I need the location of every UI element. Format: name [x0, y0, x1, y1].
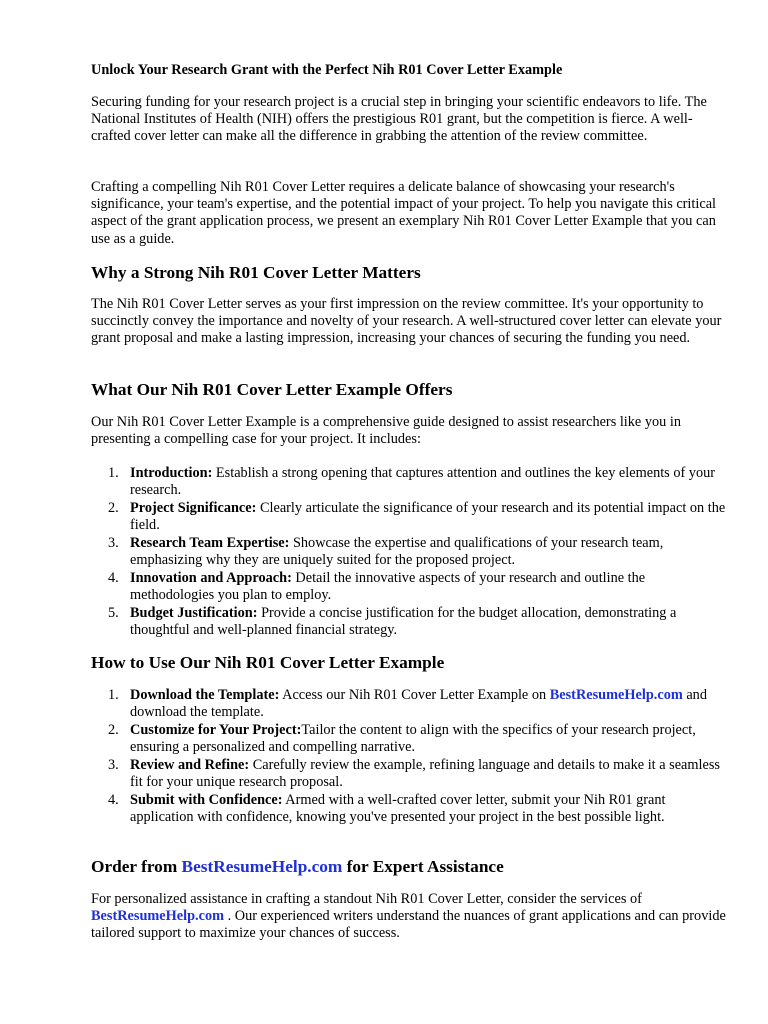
section-heading-how-to-use: How to Use Our Nih R01 Cover Letter Example — [91, 653, 445, 672]
intro-paragraph-2: Crafting a compelling Nih R01 Cover Letter requires a delicate balance of showcasing your research's significance, your team's expertise, and the potential impact of your project. To help you navigate this critical aspect of the grant application process, we present an exemplary Nih R01 Cover Letter Example that you can use as a guide. — [91, 179, 717, 247]
section-heading-order: Order from BestResumeHelp.com for Expert Assistance — [91, 857, 504, 876]
section-heading-why: Why a Strong Nih R01 Cover Letter Matters — [91, 263, 421, 282]
list-item: 3. Research Team Expertise: Showcase the expertise and qualifications of your research team, emphasizing why they are uniquely suited for the proposed project. — [108, 534, 664, 569]
item-label: Review and Refine: — [130, 756, 250, 773]
list-item: 2. Project Significance: Clearly articulate the significance of your research and its potential impact on the field. — [108, 499, 726, 534]
list-item: 2. Customize for Your Project:Tailor the content to align with the specifics of your research project, ensuring a personalized and compelling narrative. — [108, 721, 696, 756]
item-label: Submit with Confidence: — [130, 791, 283, 808]
why-paragraph: The Nih R01 Cover Letter serves as your first impression on the review committee. It's your opportunity to succinctly convey the importance and novelty of your research. A well-structured cover letter can elevate your grant proposal and make a lasting impression, increasing your chances of securing the funding you need. — [91, 296, 722, 347]
item-text: Detail the innovative aspects of your research and outline the methodologies you plan to employ. — [130, 569, 646, 603]
list-item: 3. Review and Refine: Carefully review the example, refining language and details to make it a seamless fit for your unique research proposal. — [108, 756, 720, 791]
item-text: Establish a strong opening that captures attention and outlines the key elements of your research. — [130, 465, 716, 499]
list-item: 4. Submit with Confidence: Armed with a well-crafted cover letter, submit your Nih R01 grant application with confidence, knowing you've presented your project in the best possible light. — [108, 791, 666, 825]
how-to-use-list — [91, 687, 731, 827]
item-text: Carefully review the example, refining language and details to make it a seamless fit for your unique research proposal. — [130, 756, 720, 791]
bestresumehelp-link[interactable]: BestResumeHelp.com — [91, 908, 225, 925]
page-title: Unlock Your Research Grant with the Perfect Nih R01 Cover Letter Example — [91, 62, 563, 78]
list-item: 4. Innovation and Approach: Detail the innovative aspects of your research and outline the methodologies you plan to employ. — [108, 569, 646, 603]
item-label: Introduction: — [130, 465, 213, 481]
item-label: Download the Template: — [130, 687, 280, 703]
item-label: Innovation and Approach: — [130, 569, 292, 586]
order-paragraph: For personalized assistance in crafting a standout Nih R01 Cover Letter, consider the services of BestResumeHelp.com . Our experienced writers understand the nuances of grant applications and can provide tailored support to maximize your chances of success. — [91, 891, 726, 942]
list-item: 1. Download the Template: Access our Nih R01 Cover Letter Example on BestResumeHelp.com and download the template. — [108, 687, 707, 721]
item-label: Budget Justification: — [130, 604, 258, 621]
bestresumehelp-link[interactable]: BestResumeHelp.com — [549, 687, 683, 703]
intro-paragraph-1: Securing funding for your research project is a crucial step in bringing your scientific endeavors to life. The National Institutes of Health (NIH) offers the prestigious R01 grant, but the competition is fierce. A well-crafted cover letter can make all the difference in grabbing the attention of the review committee. — [91, 94, 707, 145]
offers-list — [91, 465, 731, 640]
item-text: Showcase the expertise and qualifications of your research team, emphasizing why they are uniquely suited for the proposed project. — [130, 534, 664, 569]
item-text: Tailor the content to align with the specifics of your research project, ensuring a personalized and compelling narrative. — [130, 721, 696, 756]
section-heading-offers: What Our Nih R01 Cover Letter Example Offers — [91, 380, 453, 399]
item-label: Research Team Expertise: — [130, 534, 290, 551]
item-text: Provide a concise justification for the budget allocation, demonstrating a thoughtful and well-planned financial strategy. — [130, 604, 677, 638]
item-label: Project Significance: — [130, 499, 257, 516]
bestresumehelp-heading-link[interactable]: BestResumeHelp.com — [181, 857, 343, 876]
item-text: Armed with a well-crafted cover letter, submit your Nih R01 grant application with confidence, knowing you've presented your project in the best possible light. — [130, 791, 666, 825]
offers-paragraph: Our Nih R01 Cover Letter Example is a comprehensive guide designed to assist researchers like you in presenting a compelling case for your project. It includes: — [91, 414, 681, 448]
list-item: 1. Introduction: Establish a strong opening that captures attention and outlines the key elements of your research. — [108, 465, 716, 499]
item-text: Clearly articulate the significance of your research and its potential impact on the field. — [130, 499, 726, 534]
list-item: 5. Budget Justification: Provide a concise justification for the budget allocation, demonstrating a thoughtful and well-planned financial strategy. — [108, 604, 677, 638]
item-label: Customize for Your Project: — [130, 721, 302, 738]
